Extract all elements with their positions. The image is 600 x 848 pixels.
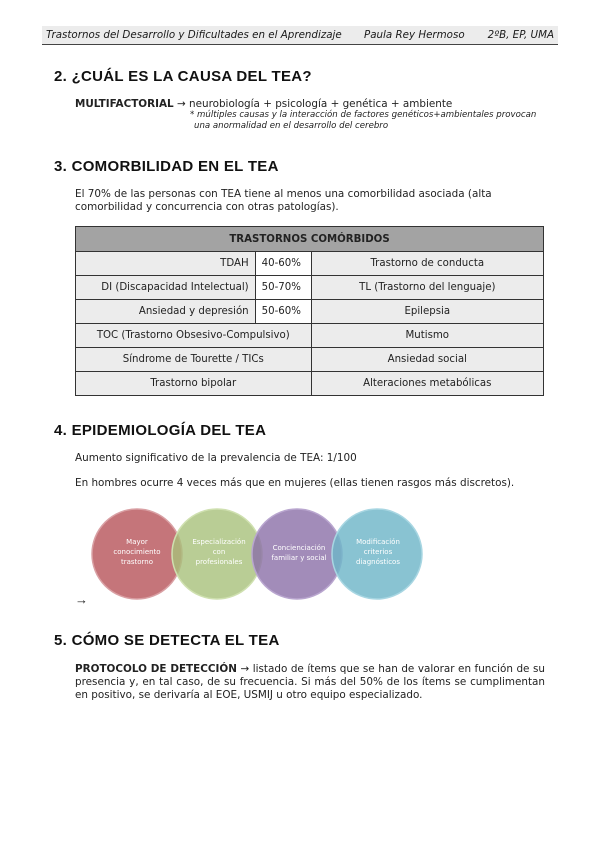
section-3-text: El 70% de las personas con TEA tiene al menos una comorbilidad asociada (alta comorbilidad y concurrencia con otras patologías).	[75, 188, 492, 213]
table-cell: DI (Discapacidad Intelectual)	[76, 276, 256, 300]
section-2-note	[190, 110, 550, 132]
table-cell-percent: 40-60%	[255, 252, 311, 276]
arrow: →	[75, 592, 88, 607]
table-row	[76, 300, 544, 324]
venn-label-3a: Concienciación	[272, 544, 326, 552]
table-cell: TDAH	[76, 252, 256, 276]
header-course: Trastornos del Desarrollo y Dificultades en el Aprendizaje	[46, 29, 342, 41]
venn-label-2b: con	[212, 548, 226, 556]
table-cell-percent: 50-60%	[255, 300, 311, 324]
comorbidities-table	[75, 226, 544, 396]
section-2-title: 2. ¿CUÁL ES LA CAUSA DEL TEA?	[54, 68, 312, 85]
table-cell: TOC (Trastorno Obsesivo-Compulsivo)	[76, 324, 312, 348]
table-cell: Trastorno de conducta	[311, 252, 543, 276]
venn-label-2c: profesionales	[195, 558, 243, 566]
table-cell: Epilepsia	[311, 300, 543, 324]
arrow: →	[176, 98, 186, 110]
venn-label-2a: Especialización	[192, 538, 246, 546]
venn-label-4b: criterios	[363, 548, 393, 556]
section-3-title: 3. COMORBILIDAD EN EL TEA	[54, 158, 279, 175]
section-5-text	[75, 663, 545, 702]
protocol-keyword: PROTOCOLO DE DETECCIÓN	[75, 663, 237, 675]
gender-text: En hombres ocurre 4 veces más que en mujeres (ellas tienen rasgos más discretos).	[75, 477, 515, 489]
table-cell: Trastorno bipolar	[76, 372, 312, 396]
table-row	[76, 324, 544, 348]
table-row	[76, 252, 544, 276]
section-5-title: 5. CÓMO SE DETECTA EL TEA	[54, 632, 280, 649]
table-cell: Ansiedad y depresión	[76, 300, 256, 324]
page-header	[42, 26, 558, 45]
venn-label-3b: familiar y social	[271, 554, 327, 562]
table-heading: TRASTORNOS COMÓRBIDOS	[76, 227, 544, 252]
causes-text: neurobiología + psicología + genética + ambiente	[189, 98, 453, 110]
note-line-2: una anormalidad en el desarrollo del cerebro	[194, 121, 389, 131]
venn-label-1c: trastorno	[120, 558, 154, 566]
table-cell: Alteraciones metabólicas	[311, 372, 543, 396]
section-4-title: 4. EPIDEMIOLOGÍA DEL TEA	[54, 422, 267, 439]
table-cell: Mutismo	[311, 324, 543, 348]
protocol-text: listado de ítems que se han de valorar en función de su presencia y, en tal caso, de su frecuencia. Si más del 50% de los ítems se cumplimentan en positivo, se derivaría al EOE, USMIJ u otro equipo especializado.	[75, 663, 545, 701]
venn-label-4a: Modificación	[356, 538, 400, 546]
header-group: 2ºB, EP, UMA	[487, 29, 554, 41]
table-cell: TL (Trastorno del lenguaje)	[311, 276, 543, 300]
epidemiology-diagram	[80, 500, 520, 612]
venn-label-4c: diagnósticos	[356, 558, 400, 566]
table-row	[76, 348, 544, 372]
table-cell-percent: 50-70%	[255, 276, 311, 300]
arrow: →	[240, 663, 250, 675]
table-row	[76, 372, 544, 396]
prevalence-text: Aumento significativo de la prevalencia de TEA: 1/100	[75, 452, 357, 464]
table-cell: Síndrome de Tourette / TICs	[76, 348, 312, 372]
table-cell: Ansiedad social	[311, 348, 543, 372]
venn-label-1a: Mayor	[126, 538, 148, 546]
venn-label-1b: conocimiento	[113, 548, 161, 556]
multifactorial-keyword: MULTIFACTORIAL	[75, 98, 174, 110]
note-line-1: * múltiples causas y la interacción de factores genéticos+ambientales provocan	[190, 110, 537, 120]
header-author: Paula Rey Hermoso	[364, 29, 465, 41]
table-row	[76, 276, 544, 300]
